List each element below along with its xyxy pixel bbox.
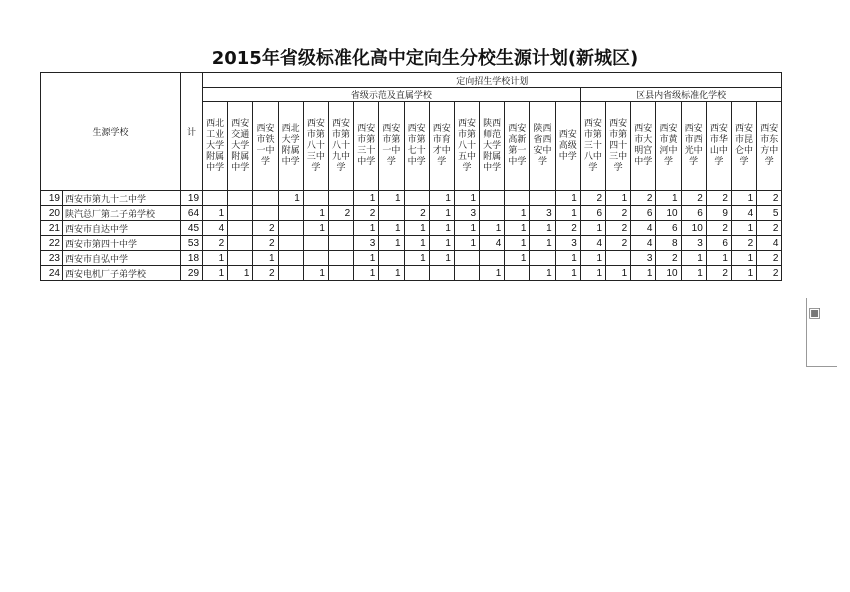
row-cell: 1	[379, 221, 404, 236]
row-cell	[505, 191, 530, 206]
header-school-13: 西安高新第一中学	[505, 102, 530, 191]
row-cell: 2	[253, 236, 278, 251]
row-cell: 2	[706, 266, 731, 281]
row-cell: 1	[354, 191, 379, 206]
row-cell: 1	[454, 236, 479, 251]
row-cell: 1	[354, 251, 379, 266]
row-cell: 1	[555, 191, 580, 206]
row-cell: 1	[505, 236, 530, 251]
row-cell	[228, 221, 253, 236]
row-cell: 1	[580, 251, 605, 266]
row-cell: 2	[253, 221, 278, 236]
row-index: 22	[41, 236, 63, 251]
row-cell: 1	[228, 266, 253, 281]
row-cell: 1	[303, 221, 328, 236]
row-cell: 1	[530, 221, 555, 236]
row-total: 45	[181, 221, 203, 236]
row-cell: 2	[656, 251, 681, 266]
row-cell: 2	[606, 206, 631, 221]
header-school-2: 西安交通大学附属中学	[228, 102, 253, 191]
row-total: 64	[181, 206, 203, 221]
row-cell	[606, 251, 631, 266]
row-cell: 9	[706, 206, 731, 221]
row-cell: 6	[580, 206, 605, 221]
header-school-10: 西安市育才中学	[429, 102, 454, 191]
row-cell: 6	[706, 236, 731, 251]
header-school-19: 西安市黄河中学	[656, 102, 681, 191]
row-cell: 1	[379, 236, 404, 251]
row-cell	[228, 236, 253, 251]
row-cell: 1	[404, 236, 429, 251]
header-school-23: 西安市东方中学	[757, 102, 782, 191]
row-school-name: 西安市第九十二中学	[63, 191, 181, 206]
row-index: 24	[41, 266, 63, 281]
document-title: 2015年省级标准化高中定向生分校生源计划(新城区)	[211, 48, 639, 69]
row-cell: 1	[580, 221, 605, 236]
row-cell: 3	[454, 206, 479, 221]
header-school-7: 西安市第三十中学	[354, 102, 379, 191]
row-cell: 1	[480, 221, 505, 236]
row-cell: 1	[354, 221, 379, 236]
row-cell: 2	[203, 236, 228, 251]
row-cell: 1	[253, 251, 278, 266]
row-cell	[278, 236, 303, 251]
row-cell: 3	[530, 206, 555, 221]
row-cell	[203, 191, 228, 206]
table-row	[41, 191, 782, 206]
header-school-21: 西安市华山中学	[706, 102, 731, 191]
row-cell: 2	[580, 191, 605, 206]
row-cell: 2	[706, 191, 731, 206]
row-cell	[480, 191, 505, 206]
table-row	[41, 236, 782, 251]
header-school-9: 西安市第七十中学	[404, 102, 429, 191]
row-cell: 10	[681, 221, 706, 236]
table-row	[41, 221, 782, 236]
row-cell: 8	[656, 236, 681, 251]
row-cell: 1	[480, 266, 505, 281]
row-cell: 4	[631, 236, 656, 251]
page-curl-icon: ▣	[808, 305, 822, 321]
row-cell: 1	[606, 191, 631, 206]
row-cell	[454, 251, 479, 266]
row-cell: 6	[681, 206, 706, 221]
row-cell	[278, 206, 303, 221]
row-cell	[505, 266, 530, 281]
row-cell: 4	[731, 206, 756, 221]
header-school-16: 西安市第三十八中学	[580, 102, 605, 191]
row-total: 29	[181, 266, 203, 281]
header-school-14: 陕西省西安中学	[530, 102, 555, 191]
row-cell: 1	[555, 266, 580, 281]
row-cell: 1	[580, 266, 605, 281]
row-cell: 4	[480, 236, 505, 251]
row-cell: 1	[731, 191, 756, 206]
row-cell: 3	[681, 236, 706, 251]
row-cell: 1	[379, 266, 404, 281]
row-cell: 1	[454, 191, 479, 206]
row-cell: 2	[354, 206, 379, 221]
row-cell: 1	[706, 251, 731, 266]
row-cell	[530, 251, 555, 266]
row-index: 20	[41, 206, 63, 221]
row-total: 18	[181, 251, 203, 266]
row-school-name: 西安市自达中学	[63, 221, 181, 236]
row-cell	[253, 191, 278, 206]
row-cell	[328, 221, 353, 236]
row-cell: 2	[631, 191, 656, 206]
row-cell	[278, 266, 303, 281]
row-cell	[379, 206, 404, 221]
header-school-6: 西安市第八十九中学	[328, 102, 353, 191]
row-cell	[228, 191, 253, 206]
row-cell: 2	[328, 206, 353, 221]
row-cell	[480, 251, 505, 266]
row-cell: 2	[731, 236, 756, 251]
header-school-22: 西安市昆仑中学	[731, 102, 756, 191]
header-plan: 定向招生学校计划	[203, 73, 782, 88]
row-cell: 2	[706, 221, 731, 236]
row-cell: 1	[203, 266, 228, 281]
row-cell: 1	[681, 251, 706, 266]
row-index: 23	[41, 251, 63, 266]
row-cell: 1	[278, 191, 303, 206]
row-cell: 1	[203, 206, 228, 221]
row-cell: 1	[530, 236, 555, 251]
row-cell: 1	[731, 251, 756, 266]
row-total: 53	[181, 236, 203, 251]
row-cell: 4	[580, 236, 605, 251]
row-cell	[379, 251, 404, 266]
row-cell	[328, 266, 353, 281]
header-source-school: 生源学校	[41, 73, 181, 191]
header-school-8: 西安市第一中学	[379, 102, 404, 191]
row-cell: 1	[731, 266, 756, 281]
row-cell: 4	[631, 221, 656, 236]
row-cell: 1	[404, 221, 429, 236]
row-cell	[278, 221, 303, 236]
row-cell: 2	[404, 206, 429, 221]
header-school-12: 陕西师范大学附属中学	[480, 102, 505, 191]
row-index: 19	[41, 191, 63, 206]
row-cell	[480, 206, 505, 221]
header-school-5: 西安市第八十三中学	[303, 102, 328, 191]
row-cell	[429, 266, 454, 281]
row-school-name: 西安电机厂子弟学校	[63, 266, 181, 281]
row-cell: 1	[429, 236, 454, 251]
row-cell: 6	[631, 206, 656, 221]
row-total: 19	[181, 191, 203, 206]
row-cell	[278, 251, 303, 266]
row-cell: 2	[681, 191, 706, 206]
table-row	[41, 206, 782, 221]
row-cell: 6	[656, 221, 681, 236]
row-cell: 4	[203, 221, 228, 236]
row-cell: 1	[354, 266, 379, 281]
row-cell	[530, 191, 555, 206]
row-cell: 1	[555, 251, 580, 266]
row-cell: 1	[203, 251, 228, 266]
row-school-name: 西安市自弘中学	[63, 251, 181, 266]
row-cell: 1	[429, 221, 454, 236]
row-cell	[303, 236, 328, 251]
row-cell	[303, 251, 328, 266]
row-cell: 1	[505, 251, 530, 266]
header-school-20: 西安市西光中学	[681, 102, 706, 191]
header-school-11: 西安市第八十五中学	[454, 102, 479, 191]
row-cell	[228, 251, 253, 266]
header-school-15: 西安高级中学	[555, 102, 580, 191]
header-group-standard: 区县内省级标准化学校	[580, 88, 782, 102]
row-cell: 1	[404, 251, 429, 266]
row-cell	[404, 191, 429, 206]
row-cell	[328, 236, 353, 251]
row-cell: 1	[303, 266, 328, 281]
row-cell	[253, 206, 278, 221]
row-cell: 2	[757, 266, 782, 281]
row-cell: 2	[555, 221, 580, 236]
row-cell: 2	[757, 191, 782, 206]
table-row	[41, 251, 782, 266]
row-cell: 1	[454, 221, 479, 236]
row-cell: 1	[429, 191, 454, 206]
header-school-4: 西北大学附属中学	[278, 102, 303, 191]
table-row	[41, 266, 782, 281]
row-cell	[303, 191, 328, 206]
row-cell: 1	[303, 206, 328, 221]
row-cell: 1	[429, 206, 454, 221]
row-school-name: 西安市第四十中学	[63, 236, 181, 251]
row-cell: 2	[253, 266, 278, 281]
row-cell: 3	[631, 251, 656, 266]
row-cell	[404, 266, 429, 281]
header-total: 计	[181, 73, 203, 191]
row-cell: 1	[379, 191, 404, 206]
row-cell: 4	[757, 236, 782, 251]
row-cell: 1	[656, 191, 681, 206]
row-cell: 2	[757, 251, 782, 266]
header-school-18: 西安市大明宫中学	[631, 102, 656, 191]
row-cell: 1	[505, 206, 530, 221]
row-cell: 10	[656, 206, 681, 221]
header-school-3: 西安市铁一中学	[253, 102, 278, 191]
row-cell: 2	[606, 221, 631, 236]
row-school-name: 陕汽总厂第二子弟学校	[63, 206, 181, 221]
row-cell: 1	[429, 251, 454, 266]
row-cell: 1	[505, 221, 530, 236]
header-school-1: 西北工业大学附属中学	[203, 102, 228, 191]
row-index: 21	[41, 221, 63, 236]
row-cell: 1	[731, 221, 756, 236]
row-cell: 1	[631, 266, 656, 281]
row-cell: 10	[656, 266, 681, 281]
row-cell	[454, 266, 479, 281]
row-cell	[228, 206, 253, 221]
header-group-demonstration: 省级示范及直属学校	[203, 88, 581, 102]
header-school-17: 西安市第四十三中学	[606, 102, 631, 191]
row-cell: 3	[354, 236, 379, 251]
row-cell: 1	[555, 206, 580, 221]
row-cell	[328, 251, 353, 266]
row-cell: 1	[681, 266, 706, 281]
row-cell: 2	[606, 236, 631, 251]
row-cell: 5	[757, 206, 782, 221]
row-cell: 1	[606, 266, 631, 281]
row-cell: 1	[530, 266, 555, 281]
enrollment-plan-table	[40, 72, 782, 281]
row-cell: 3	[555, 236, 580, 251]
row-cell: 2	[757, 221, 782, 236]
row-cell	[328, 191, 353, 206]
